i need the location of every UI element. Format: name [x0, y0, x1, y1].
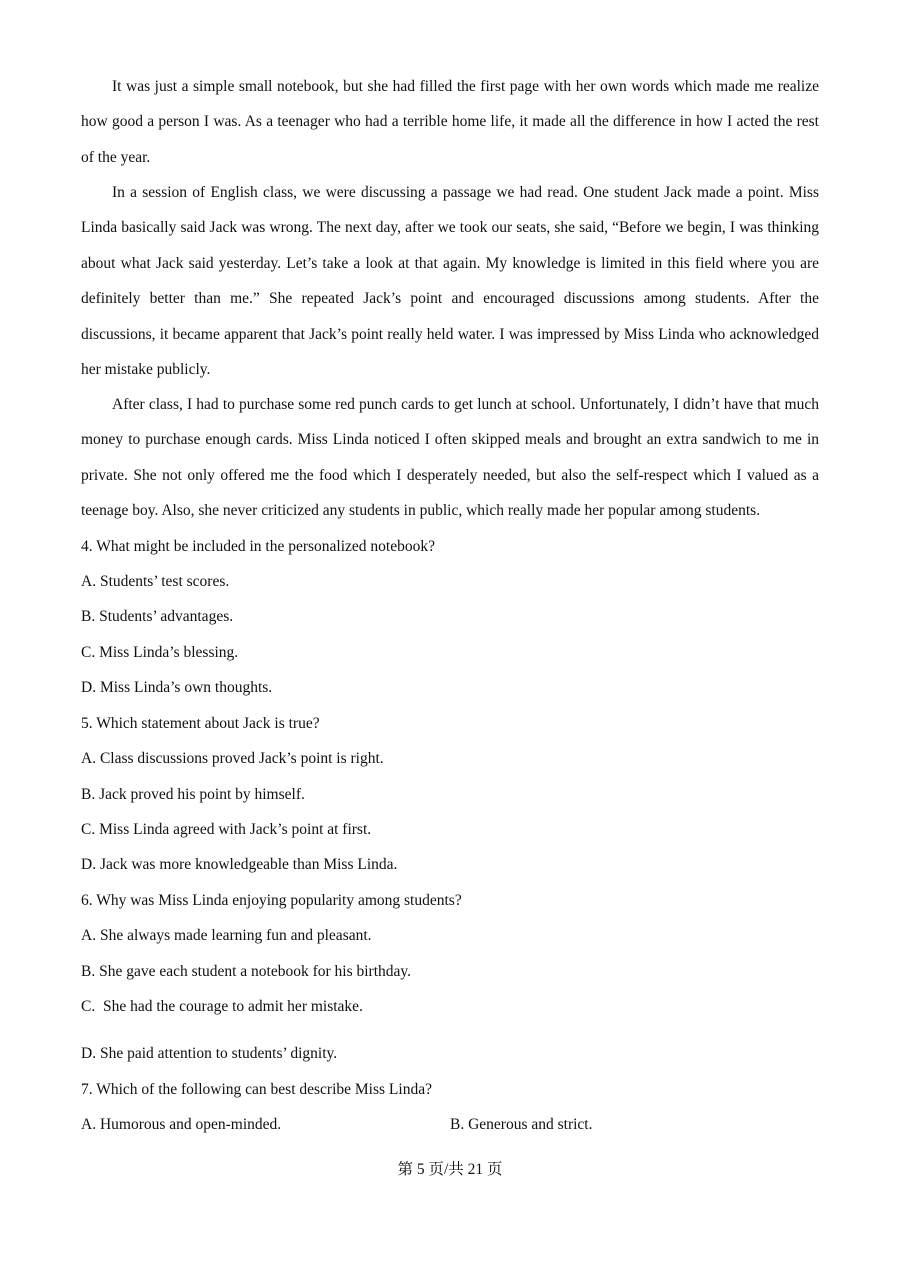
passage-paragraph-3: After class, I had to purchase some red punch cards to get lunch at school. Unfortunately, I didn’t have that much money to purchase enough cards. Miss Linda noticed I often skipped meals and brought an extra sandwich to me in private. She not only offered me the food which I desperately needed, but also the self-respect which I valued as a teenage boy. Also, she never criticized any students in public, which really made her popular among students. — [81, 396, 819, 520]
question-7-option-a: A. Humorous and open-minded. — [81, 1116, 282, 1133]
question-4-option-a: A. Students’ test scores. — [81, 573, 230, 590]
question-6-stem: 6. Why was Miss Linda enjoying popularity among students? — [81, 892, 462, 909]
passage-paragraph-1: It was just a simple small notebook, but she had filled the first page with her own words which made me realize how good a person I was. As a teenager who had a terrible home life, it made all the difference in how I acted the rest of the year. — [81, 78, 819, 166]
question-5-option-c: C. Miss Linda agreed with Jack’s point at first. — [81, 821, 372, 838]
question-6-option-a: A. She always made learning fun and pleasant. — [81, 927, 372, 944]
question-4-option-c: C. Miss Linda’s blessing. — [81, 644, 239, 661]
question-6-option-c: C. She had the courage to admit her mistake. — [81, 998, 363, 1015]
question-4-option-b: B. Students’ advantages. — [81, 608, 234, 625]
question-4-stem: 4. What might be included in the personalized notebook? — [81, 538, 435, 555]
question-7-option-b: B. Generous and strict. — [450, 1116, 593, 1133]
page-number: 第 5 页/共 21 页 — [397, 1161, 503, 1178]
question-6-option-b: B. She gave each student a notebook for his birthday. — [81, 963, 412, 980]
question-5-stem: 5. Which statement about Jack is true? — [81, 715, 320, 732]
question-4-option-d: D. Miss Linda’s own thoughts. — [81, 679, 273, 696]
passage-paragraph-2: In a session of English class, we were discussing a passage we had read. One student Jack made a point. Miss Linda basically said Jack was wrong. The next day, after we took our seats, she said, “Before we begin, I was thinking about what Jack said yesterday. Let’s take a look at that again. My knowledge is limited in this field where you are definitely better than me.” She repeated Jack’s point and encouraged discussions among students. After the discussions, it became apparent that Jack’s point really held water. I was impressed by Miss Linda who acknowledged her mistake publicly. — [81, 184, 819, 379]
question-6-option-d: D. She paid attention to students’ dignity. — [81, 1045, 338, 1062]
question-5-option-b: B. Jack proved his point by himself. — [81, 786, 305, 803]
question-5-option-a: A. Class discussions proved Jack’s point is right. — [81, 750, 384, 767]
question-7-stem: 7. Which of the following can best describe Miss Linda? — [81, 1081, 432, 1098]
question-5-option-d: D. Jack was more knowledgeable than Miss Linda. — [81, 856, 398, 873]
